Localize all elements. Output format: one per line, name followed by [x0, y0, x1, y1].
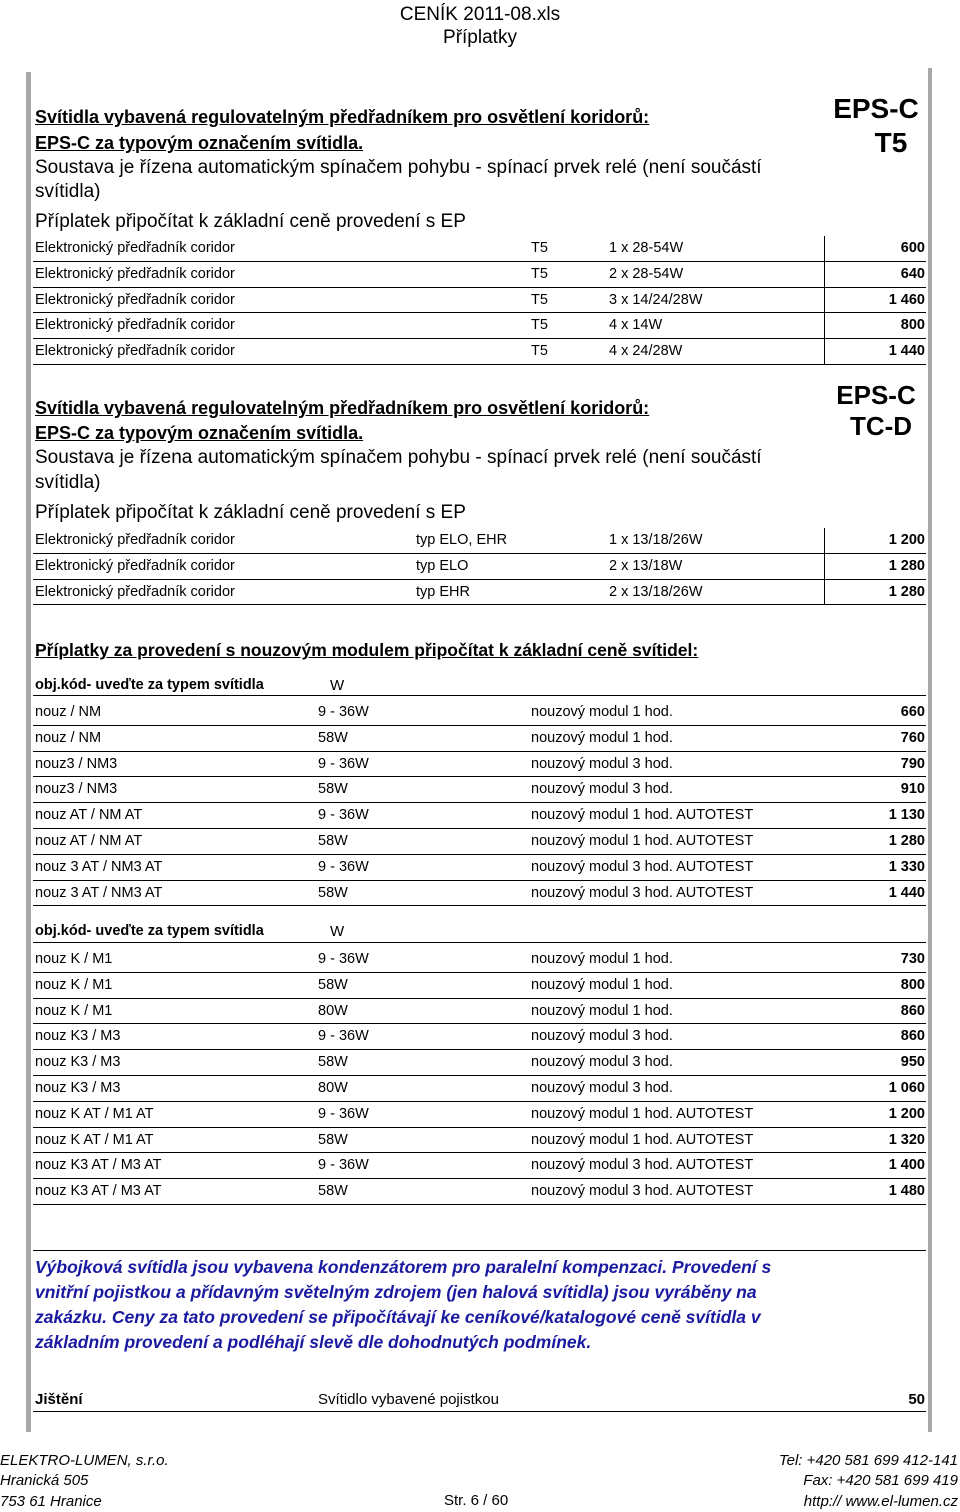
cell-w: 9 - 36W — [318, 858, 369, 875]
table-row — [0, 855, 960, 881]
cell-desc: nouzový modul 1 hod. — [531, 951, 673, 967]
cell-lamp: 1 x 13/18/26W — [609, 532, 703, 548]
table1-col-w: W — [330, 677, 345, 694]
cell-lamp: 4 x 14W — [609, 317, 663, 334]
table-row — [0, 829, 960, 855]
cell-price: 1 330 — [888, 858, 925, 875]
cell-price: 1 280 — [888, 583, 925, 600]
cell-type: T5 — [531, 240, 548, 256]
table-row — [0, 339, 960, 365]
surcharge-note: Příplatek připočítat k základní ceně provedení s EP — [35, 211, 466, 232]
cell-border — [824, 580, 825, 605]
cell-border — [824, 339, 825, 364]
cell-name: Elektronický předřadník coridor — [35, 343, 235, 360]
table2-col-code: obj.kód- uveďte za typem svítidla — [35, 923, 264, 939]
table-row — [0, 1153, 960, 1179]
footer-company: ELEKTRO-LUMEN, s.r.o. — [0, 1452, 169, 1469]
cell-code: nouz 3 AT / NM3 AT — [35, 858, 163, 875]
cell-code: nouz K AT / M1 AT — [35, 1105, 154, 1122]
cell-desc: nouzový modul 3 hod. AUTOTEST — [531, 1183, 754, 1200]
cell-price: 1 460 — [888, 291, 925, 308]
cell-w: 9 - 36W — [318, 1028, 369, 1045]
page-number: Str. 6 / 60 — [444, 1492, 509, 1509]
cell-name: Elektronický předřadník coridor — [35, 317, 235, 334]
cell-price: 1 400 — [888, 1157, 925, 1174]
table-row — [0, 726, 960, 752]
table-row — [0, 973, 960, 999]
cell-lamp: 4 x 24/28W — [609, 343, 683, 360]
cell-code: nouz AT / NM AT — [35, 833, 143, 849]
cell-w: 9 - 36W — [318, 951, 369, 967]
cell-price: 660 — [900, 704, 925, 720]
cell-code: nouz / NM — [35, 729, 102, 746]
cell-code: nouz K3 / M3 — [35, 1054, 121, 1071]
cell-name: Elektronický předřadník coridor — [35, 291, 235, 308]
row-divider — [33, 604, 926, 605]
cell-w: 58W — [318, 833, 348, 849]
cell-desc: nouzový modul 3 hod. AUTOTEST — [531, 1157, 754, 1174]
section-text: Soustava je řízena automatickým spínačem pohybu - spínací prvek relé (není součástí — [35, 157, 762, 178]
cell-desc: nouzový modul 3 hod. — [531, 1080, 673, 1096]
footer-tel: Tel: +420 581 699 412-141 — [778, 1452, 958, 1469]
cell-price: 860 — [900, 1002, 925, 1019]
cell-name: Elektronický předřadník coridor — [35, 583, 235, 600]
cell-type: T5 — [531, 317, 548, 334]
cell-border — [824, 262, 825, 287]
cell-type: T5 — [531, 343, 548, 360]
cell-price: 730 — [900, 951, 925, 967]
table-row — [0, 1179, 960, 1205]
cell-price: 800 — [900, 317, 925, 334]
footer-street: Hranická 505 — [0, 1472, 89, 1489]
cell-code: nouz / NM — [35, 704, 102, 720]
cell-desc: nouzový modul 1 hod. AUTOTEST — [531, 1105, 754, 1122]
cell-price: 1 440 — [888, 884, 925, 901]
divider — [33, 942, 926, 943]
fuse-label: Jištění — [35, 1391, 83, 1408]
cell-border — [824, 313, 825, 338]
cell-price: 600 — [900, 240, 925, 256]
table-row — [0, 1128, 960, 1154]
cell-type: typ ELO — [416, 557, 469, 574]
cell-code: nouz K AT / M1 AT — [35, 1131, 154, 1148]
cell-price: 1 440 — [888, 343, 925, 360]
table-row — [0, 528, 960, 554]
cell-desc: nouzový modul 1 hod. — [531, 1002, 673, 1019]
cell-name: Elektronický předřadník coridor — [35, 532, 235, 548]
cell-border — [824, 528, 825, 553]
cell-desc: nouzový modul 3 hod. AUTOTEST — [531, 884, 754, 901]
cell-type: T5 — [531, 265, 548, 282]
cell-price: 950 — [900, 1054, 925, 1071]
file-title: CENÍK 2011-08.xls — [399, 4, 561, 25]
cell-desc: nouzový modul 1 hod. — [531, 976, 673, 993]
cell-price: 1 200 — [888, 1105, 925, 1122]
divider — [33, 1411, 926, 1412]
cell-lamp: 2 x 28-54W — [609, 265, 684, 282]
section-title: Svítidla vybavená regulovatelným předřadníkem pro osvětlení koridorů: — [35, 398, 650, 418]
cell-price: 1 480 — [888, 1183, 925, 1200]
table-row — [0, 947, 960, 973]
cell-price: 800 — [900, 976, 925, 993]
row-divider — [33, 905, 926, 906]
cell-border — [824, 236, 825, 261]
cell-lamp: 1 x 28-54W — [609, 240, 684, 256]
section-subtitle: EPS-C za typovým označením svítidla. — [35, 133, 364, 153]
cell-code: nouz K3 AT / M3 AT — [35, 1183, 162, 1200]
cell-border — [824, 554, 825, 579]
section-subtitle: EPS-C za typovým označením svítidla. — [35, 423, 364, 443]
cell-price: 1 320 — [888, 1131, 925, 1148]
cell-w: 9 - 36W — [318, 1105, 369, 1122]
section-title: Svítidla vybavená regulovatelným předřadníkem pro osvětlení koridorů: — [35, 107, 650, 127]
cell-w: 80W — [318, 1080, 348, 1096]
cell-desc: nouzový modul 3 hod. — [531, 755, 673, 772]
table-row — [0, 1024, 960, 1050]
cell-lamp: 2 x 13/18/26W — [609, 583, 703, 600]
cell-w: 58W — [318, 1131, 348, 1148]
table-row — [0, 580, 960, 606]
cell-desc: nouzový modul 3 hod. — [531, 781, 673, 798]
cell-code: nouz AT / NM AT — [35, 807, 143, 824]
cell-price: 1 200 — [888, 532, 925, 548]
cell-desc: nouzový modul 1 hod. AUTOTEST — [531, 807, 754, 824]
row-divider — [33, 364, 926, 365]
section-text-2: svítidla) — [35, 472, 101, 493]
table-row — [0, 236, 960, 262]
cell-w: 58W — [318, 976, 348, 993]
table-row — [0, 803, 960, 829]
cell-border — [824, 288, 825, 313]
cell-w: 58W — [318, 1183, 348, 1200]
cell-desc: nouzový modul 3 hod. — [531, 1028, 673, 1045]
cell-code: nouz3 / NM3 — [35, 781, 118, 798]
cell-type: typ EHR — [416, 583, 470, 600]
cell-price: 1 280 — [888, 833, 925, 849]
cell-price: 1 130 — [888, 807, 925, 824]
emergency-title: Příplatky za provedení s nouzovým modulem připočítat k základní ceně svítidel: — [35, 640, 699, 660]
cell-w: 80W — [318, 1002, 348, 1019]
cell-desc: nouzový modul 1 hod. AUTOTEST — [531, 833, 754, 849]
table-row — [0, 554, 960, 580]
cell-code: nouz 3 AT / NM3 AT — [35, 884, 163, 901]
cell-price: 860 — [900, 1028, 925, 1045]
fuse-price: 50 — [908, 1391, 925, 1408]
section-text: Soustava je řízena automatickým spínačem pohybu - spínací prvek relé (není součástí — [35, 447, 762, 468]
info-note: Výbojková svítidla jsou vybavena kondenzátorem pro paralelní kompenzaci. Provedení s vnitřní pojistkou a přídavným světelným zdrojem (jen halová svítidla) jsou vyráběny na zakázku. Ceny za tato provedení se připočítávají ke ceníkové/katalogové ceně svítidla v základním provedení a podléhají slevě dle dohodnutých podmínek. — [35, 1257, 772, 1352]
cell-w: 9 - 36W — [318, 1157, 369, 1174]
cell-type: typ ELO, EHR — [416, 532, 508, 548]
cell-w: 9 - 36W — [318, 704, 369, 720]
section-text-2: svítidla) — [35, 181, 101, 202]
cell-code: nouz K3 / M3 — [35, 1028, 121, 1045]
table-row — [0, 881, 960, 907]
cell-w: 58W — [318, 729, 348, 746]
cell-desc: nouzový modul 3 hod. — [531, 1054, 673, 1071]
cell-w: 9 - 36W — [318, 755, 369, 772]
fuse-desc: Svítidlo vybavené pojistkou — [318, 1391, 499, 1408]
cell-price: 910 — [900, 781, 925, 798]
table-row — [0, 777, 960, 803]
table-row — [0, 999, 960, 1025]
divider — [33, 695, 926, 696]
surcharge-note: Příplatek připočítat k základní ceně provedení s EP — [35, 502, 466, 523]
table-row — [0, 288, 960, 314]
table-row — [0, 262, 960, 288]
table-row — [0, 752, 960, 778]
footer-fax: Fax: +420 581 699 419 — [803, 1472, 958, 1489]
cell-code: nouz K3 / M3 — [35, 1080, 121, 1096]
cell-desc: nouzový modul 1 hod. AUTOTEST — [531, 1131, 754, 1148]
cell-desc: nouzový modul 3 hod. AUTOTEST — [531, 858, 754, 875]
footer-web: http:// www.el-lumen.cz — [803, 1493, 958, 1510]
cell-code: nouz K / M1 — [35, 976, 113, 993]
table-row — [0, 1102, 960, 1128]
footer-city: 753 61 Hranice — [0, 1493, 102, 1510]
cell-w: 9 - 36W — [318, 807, 369, 824]
cell-name: Elektronický předřadník coridor — [35, 240, 235, 256]
table-row — [0, 1076, 960, 1102]
cell-code: nouz K3 AT / M3 AT — [35, 1157, 162, 1174]
cell-lamp: 2 x 13/18W — [609, 557, 683, 574]
cell-desc: nouzový modul 1 hod. — [531, 704, 673, 720]
cell-code: nouz K / M1 — [35, 951, 113, 967]
cell-price: 760 — [900, 729, 925, 746]
table-row — [0, 1050, 960, 1076]
product-code: EPS-C T5 — [833, 93, 919, 158]
sheet-title: Příplatky — [443, 27, 517, 48]
table1-col-code: obj.kód- uveďte za typem svítidla — [35, 677, 264, 693]
cell-name: Elektronický předřadník coridor — [35, 557, 235, 574]
cell-price: 1 060 — [888, 1080, 925, 1096]
divider — [33, 1250, 926, 1251]
cell-code: nouz K / M1 — [35, 1002, 113, 1019]
row-divider — [33, 1204, 926, 1205]
table2-col-w: W — [330, 923, 345, 940]
cell-type: T5 — [531, 291, 548, 308]
cell-lamp: 3 x 14/24/28W — [609, 291, 703, 308]
cell-w: 58W — [318, 1054, 348, 1071]
cell-price: 1 280 — [888, 557, 925, 574]
cell-price: 790 — [900, 755, 925, 772]
cell-w: 58W — [318, 884, 348, 901]
cell-name: Elektronický předřadník coridor — [35, 265, 235, 282]
table-row — [0, 313, 960, 339]
product-code: EPS-C TC-D — [836, 380, 916, 442]
cell-price: 640 — [900, 265, 925, 282]
cell-code: nouz3 / NM3 — [35, 755, 118, 772]
cell-desc: nouzový modul 1 hod. — [531, 729, 673, 746]
table-row — [0, 700, 960, 726]
cell-w: 58W — [318, 781, 348, 798]
